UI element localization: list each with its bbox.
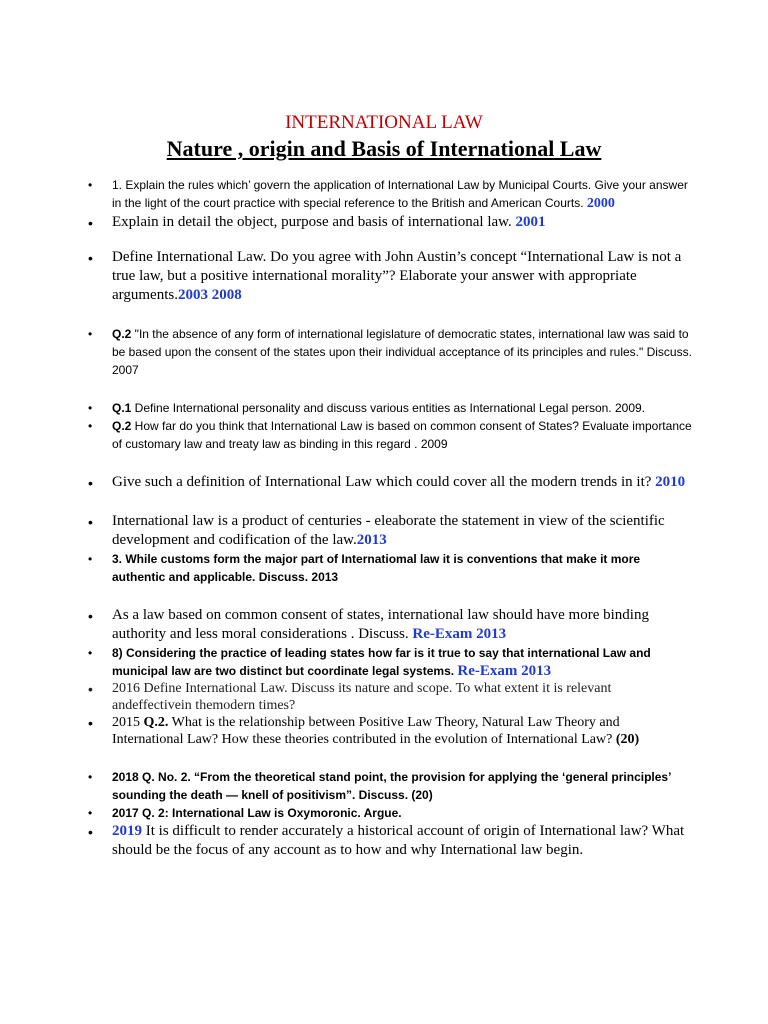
year-tag: Re-Exam 2013 — [412, 626, 507, 642]
list-item — [88, 680, 692, 714]
question-text: How far do you think that International Law is based on common consent of States? Evaluate importance of customary law and treaty law as binding in this regard . 2009 — [112, 419, 692, 451]
question-year: 2015 — [112, 715, 144, 730]
year-tag: 2000 — [586, 196, 615, 211]
question-text: 2016 Define International Law. Discuss its nature and scope. To what extent it is relevant andeffectivein themodern times? — [112, 681, 612, 713]
question-number: 2018 Q. No. 2. — [112, 770, 191, 784]
bullet-icon: • — [88, 178, 93, 192]
question-text: 1. Explain the rules which’ govern the application of International Law by Municipal Courts. Give your answer in the light of the court practice with special reference to the British and American Courts. — [112, 178, 688, 210]
bullet-icon: • — [88, 552, 93, 566]
question-number: Q.1 — [112, 401, 132, 415]
question-number: 2017 Q. 2: — [112, 806, 169, 820]
header-title: INTERNATIONAL LAW — [285, 112, 483, 133]
question-number: Q.2 — [112, 419, 132, 433]
list-item — [88, 512, 692, 550]
marks-tag: (20) — [615, 732, 640, 747]
question-text: “From the theoretical stand point, the provision for applying the ‘general principles’ sounding the death — knell of positivism”. Discuss. (20) — [112, 770, 671, 802]
list-item — [88, 768, 692, 804]
list-item — [88, 417, 692, 453]
question-text: What is the relationship between Positive Law Theory, Natural Law Theory and International Law? How these theories contributed in the evolution of International Law? — [112, 715, 620, 747]
bullet-icon: • — [88, 215, 93, 231]
question-number: Q.2. — [143, 715, 169, 730]
question-text: Define International personality and discuss various entities as International Legal person. 2009. — [131, 401, 645, 415]
bullet-icon: • — [88, 806, 93, 820]
list-item — [88, 714, 692, 748]
bullet-icon: • — [88, 681, 93, 697]
bullet-icon: • — [88, 715, 93, 731]
question-text: 3. While customs form the major part of Internatiomal law it is conventions that make it more authentic and applicable. Discuss. 2013 — [112, 552, 641, 584]
bullet-icon: • — [88, 401, 93, 415]
bullet-icon: • — [88, 646, 93, 660]
question-text: It is difficult to render accurately a historical account of origin of International law? What should be the focus of any account as to how and why International law begin. — [112, 823, 685, 858]
list-item — [88, 325, 692, 379]
question-list — [88, 176, 692, 860]
list-item — [88, 550, 692, 586]
list-item — [88, 399, 692, 417]
page-title: Nature , origin and Basis of International Law — [166, 136, 602, 161]
bullet-icon: • — [88, 250, 93, 266]
year-tag: 2003 2008 — [177, 287, 242, 303]
bullet-icon: • — [88, 770, 93, 784]
question-text: Give such a definition of International Law which could cover all the modern trends in it? — [112, 474, 656, 490]
question-text: International Law is Oxymoronic. Argue. — [168, 806, 402, 820]
list-item — [88, 822, 692, 860]
list-item — [88, 644, 692, 680]
question-text: "In the absence of any form of international legislature of democratic states, international law was said to be based upon the consent of the states upon their individual acceptance of its principles and rules." Discuss. 2007 — [112, 327, 692, 377]
bullet-icon: • — [88, 475, 93, 491]
bullet-icon: • — [88, 514, 93, 530]
question-text: As a law based on common consent of states, international law should have more binding authority and less moral considerations . Discuss. — [112, 607, 649, 642]
list-item — [88, 176, 692, 213]
year-tag: 2013 — [356, 532, 387, 548]
bullet-icon: • — [88, 824, 93, 840]
bullet-icon: • — [88, 327, 93, 341]
list-item — [88, 473, 692, 492]
year-tag: 2019 — [112, 823, 142, 839]
list-item — [88, 606, 692, 644]
question-text: International law is a product of centuries - eleaborate the statement in view of the scientific development and codification of the law. — [112, 513, 665, 548]
question-number: Q.2 — [112, 327, 132, 341]
question-text: 8) Considering the practice of leading states how far is it true to say that international Law and municipal law are two distinct but coordinate legal systems. — [112, 646, 651, 678]
bullet-icon: • — [88, 608, 93, 624]
list-item — [88, 248, 692, 305]
year-tag: 2001 — [515, 214, 546, 230]
year-tag: 2010 — [655, 474, 686, 490]
list-item — [88, 213, 692, 232]
list-item — [88, 804, 692, 822]
bullet-icon: • — [88, 419, 93, 433]
question-text: Define International Law. Do you agree with John Austin’s concept “International Law is not a true law, but a positive international morality”? Elaborate your answer with appropriate arguments. — [112, 249, 682, 303]
question-text: Explain in detail the object, purpose and basis of international law. — [112, 214, 516, 230]
year-tag: Re-Exam 2013 — [457, 663, 552, 679]
